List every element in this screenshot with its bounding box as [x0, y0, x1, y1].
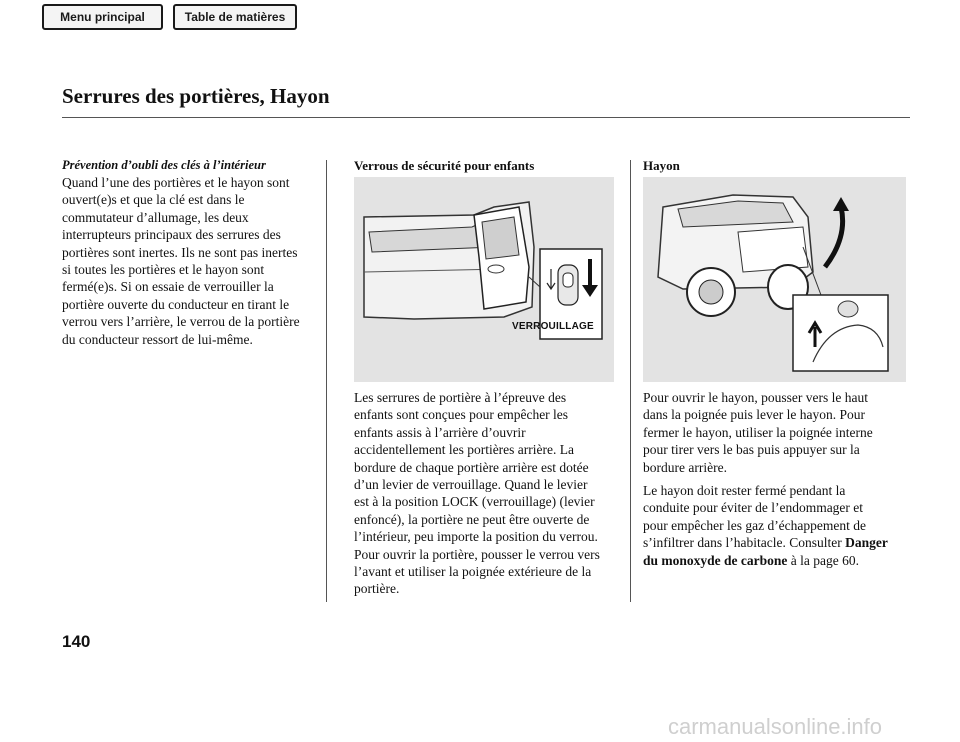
tailgate-illustration — [643, 177, 906, 382]
page-title: Serrures des portières, Hayon — [62, 84, 330, 108]
carbon-monoxide-link-part1[interactable]: Danger — [845, 535, 888, 551]
carbon-monoxide-link-part2[interactable]: du monoxyde de carbone — [643, 552, 788, 568]
child-lock-illustration — [354, 177, 614, 382]
title-divider — [62, 117, 910, 118]
watermark: carmanualsonline.info — [668, 714, 883, 739]
child-lock-heading: Verrous de sécurité pour enfants — [354, 158, 535, 173]
tailgate-drawing — [643, 177, 906, 382]
key-lockout-heading: Prévention d’oubli des clés à l’intérieur — [62, 158, 266, 172]
key-lockout-text: Quand l’une des portières et le hayon sont ouvert(e)s et que la clé est dans le commutateur d’allumage, les deux interrupteurs principaux des serrures des portières sont inertes. Ils ne sont pas inertes si toutes les portières et le hayon sont fermé(e)s. Si on essaie de verrouiller la portière ouverte du conducteur en tirant le verrou vers l’arrière, le verrou de la portière du conducteur ressort de lui-même. — [62, 175, 300, 347]
child-lock-text: Les serrures de portière à l’épreuve des enfants sont conçues pour empêcher les enfants assis à l’arrière d’ouvrir accidentellement les portières arrière. La bordure de chaque portière arrière est dotée d’un levier de verrouillage. Quand le levier est à la position LOCK (verrouillage) (levier enfoncé), la portière ne peut être ouverte de l’intérieur, peu importe la position du verrou. Pour ouvrir la portière, pousser le verrou vers l’avant et utiliser la poignée extérieure de la portière. — [354, 390, 600, 597]
lock-position-label: VERROUILLAGE — [512, 321, 594, 332]
table-of-contents-button[interactable]: Table de matières — [173, 4, 297, 30]
tailgate-heading: Hayon — [643, 158, 680, 173]
tailgate-driving-text: Le hayon doit rester fermé pendant la conduite pour éviter de l’endommager et pour empêcher les gaz d’échappement de s’infiltrer dans l’habitacle. Consulter Danger du monoxyde de carbone à la page 60. — [643, 483, 888, 568]
car-rear-door-drawing — [354, 177, 614, 382]
column-divider-1 — [326, 160, 327, 602]
column-divider-2 — [630, 160, 631, 602]
main-menu-button[interactable]: Menu principal — [42, 4, 163, 30]
tailgate-open-text: Pour ouvrir le hayon, pousser vers le haut dans la poignée puis lever le hayon. Pour fermer le hayon, utiliser la poignée interne pour tirer vers le bas puis appuyer sur la bordure arrière. — [643, 390, 873, 475]
page-number: 140 — [62, 632, 91, 651]
